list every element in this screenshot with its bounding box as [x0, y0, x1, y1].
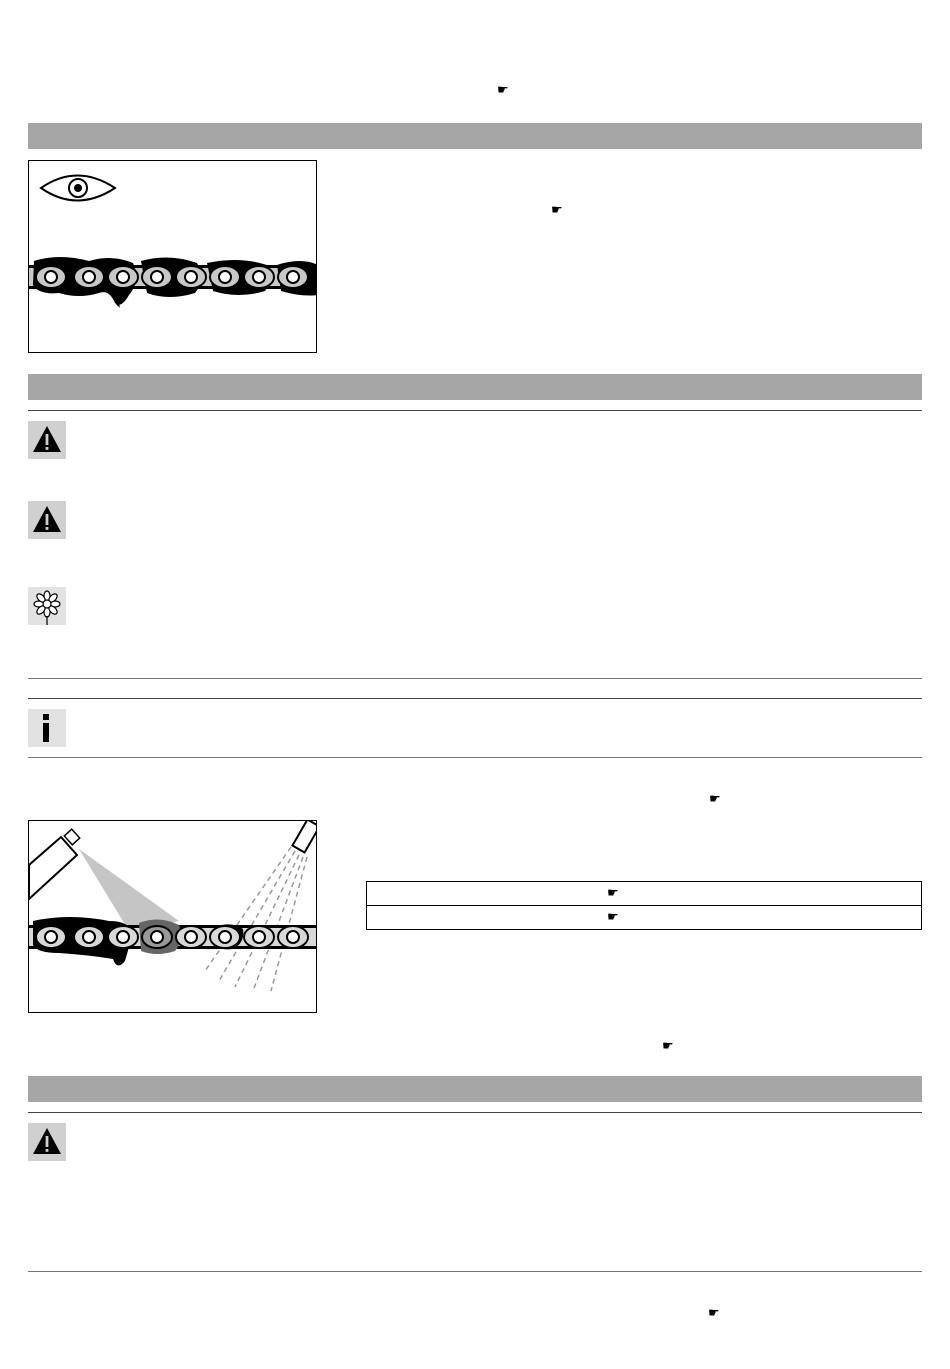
water-hose-icon — [205, 821, 317, 991]
reference-icon-top: ☛ — [497, 83, 509, 98]
chain-cleaning-figure — [28, 820, 317, 1013]
spray-can-icon — [29, 829, 179, 931]
section-header-bar-1 — [28, 123, 922, 149]
reference-icon-3: ☛ — [662, 1039, 674, 1054]
divider — [28, 698, 922, 699]
warning-triangle-icon — [28, 1123, 66, 1161]
reference-icon-2: ☛ — [709, 792, 721, 807]
divider — [28, 757, 922, 758]
warning-box-3 — [28, 1123, 66, 1161]
flower-icon — [28, 587, 66, 625]
divider — [28, 1271, 922, 1272]
info-icon — [28, 709, 66, 747]
table-cell — [367, 882, 922, 906]
reference-icon: ☛ — [607, 886, 619, 901]
eye-icon — [41, 176, 115, 201]
reference-icon: ☛ — [607, 910, 619, 925]
specification-table — [366, 881, 922, 930]
warning-triangle-icon — [28, 501, 66, 539]
divider — [28, 410, 922, 411]
reference-icon-4: ☛ — [708, 1306, 720, 1321]
table-row — [367, 882, 922, 906]
divider — [28, 678, 922, 679]
warning-box-2 — [28, 501, 66, 539]
warning-box-1 — [28, 421, 66, 459]
section-header-bar-3 — [28, 1076, 922, 1102]
table-row — [367, 906, 922, 930]
info-box — [28, 709, 66, 747]
table-cell — [367, 906, 922, 930]
warning-triangle-icon — [28, 421, 66, 459]
section-header-bar-2 — [28, 374, 922, 400]
environment-box — [28, 587, 66, 625]
reference-icon-1: ☛ — [551, 203, 563, 218]
chain-inspection-figure — [28, 160, 317, 353]
divider — [28, 1112, 922, 1113]
